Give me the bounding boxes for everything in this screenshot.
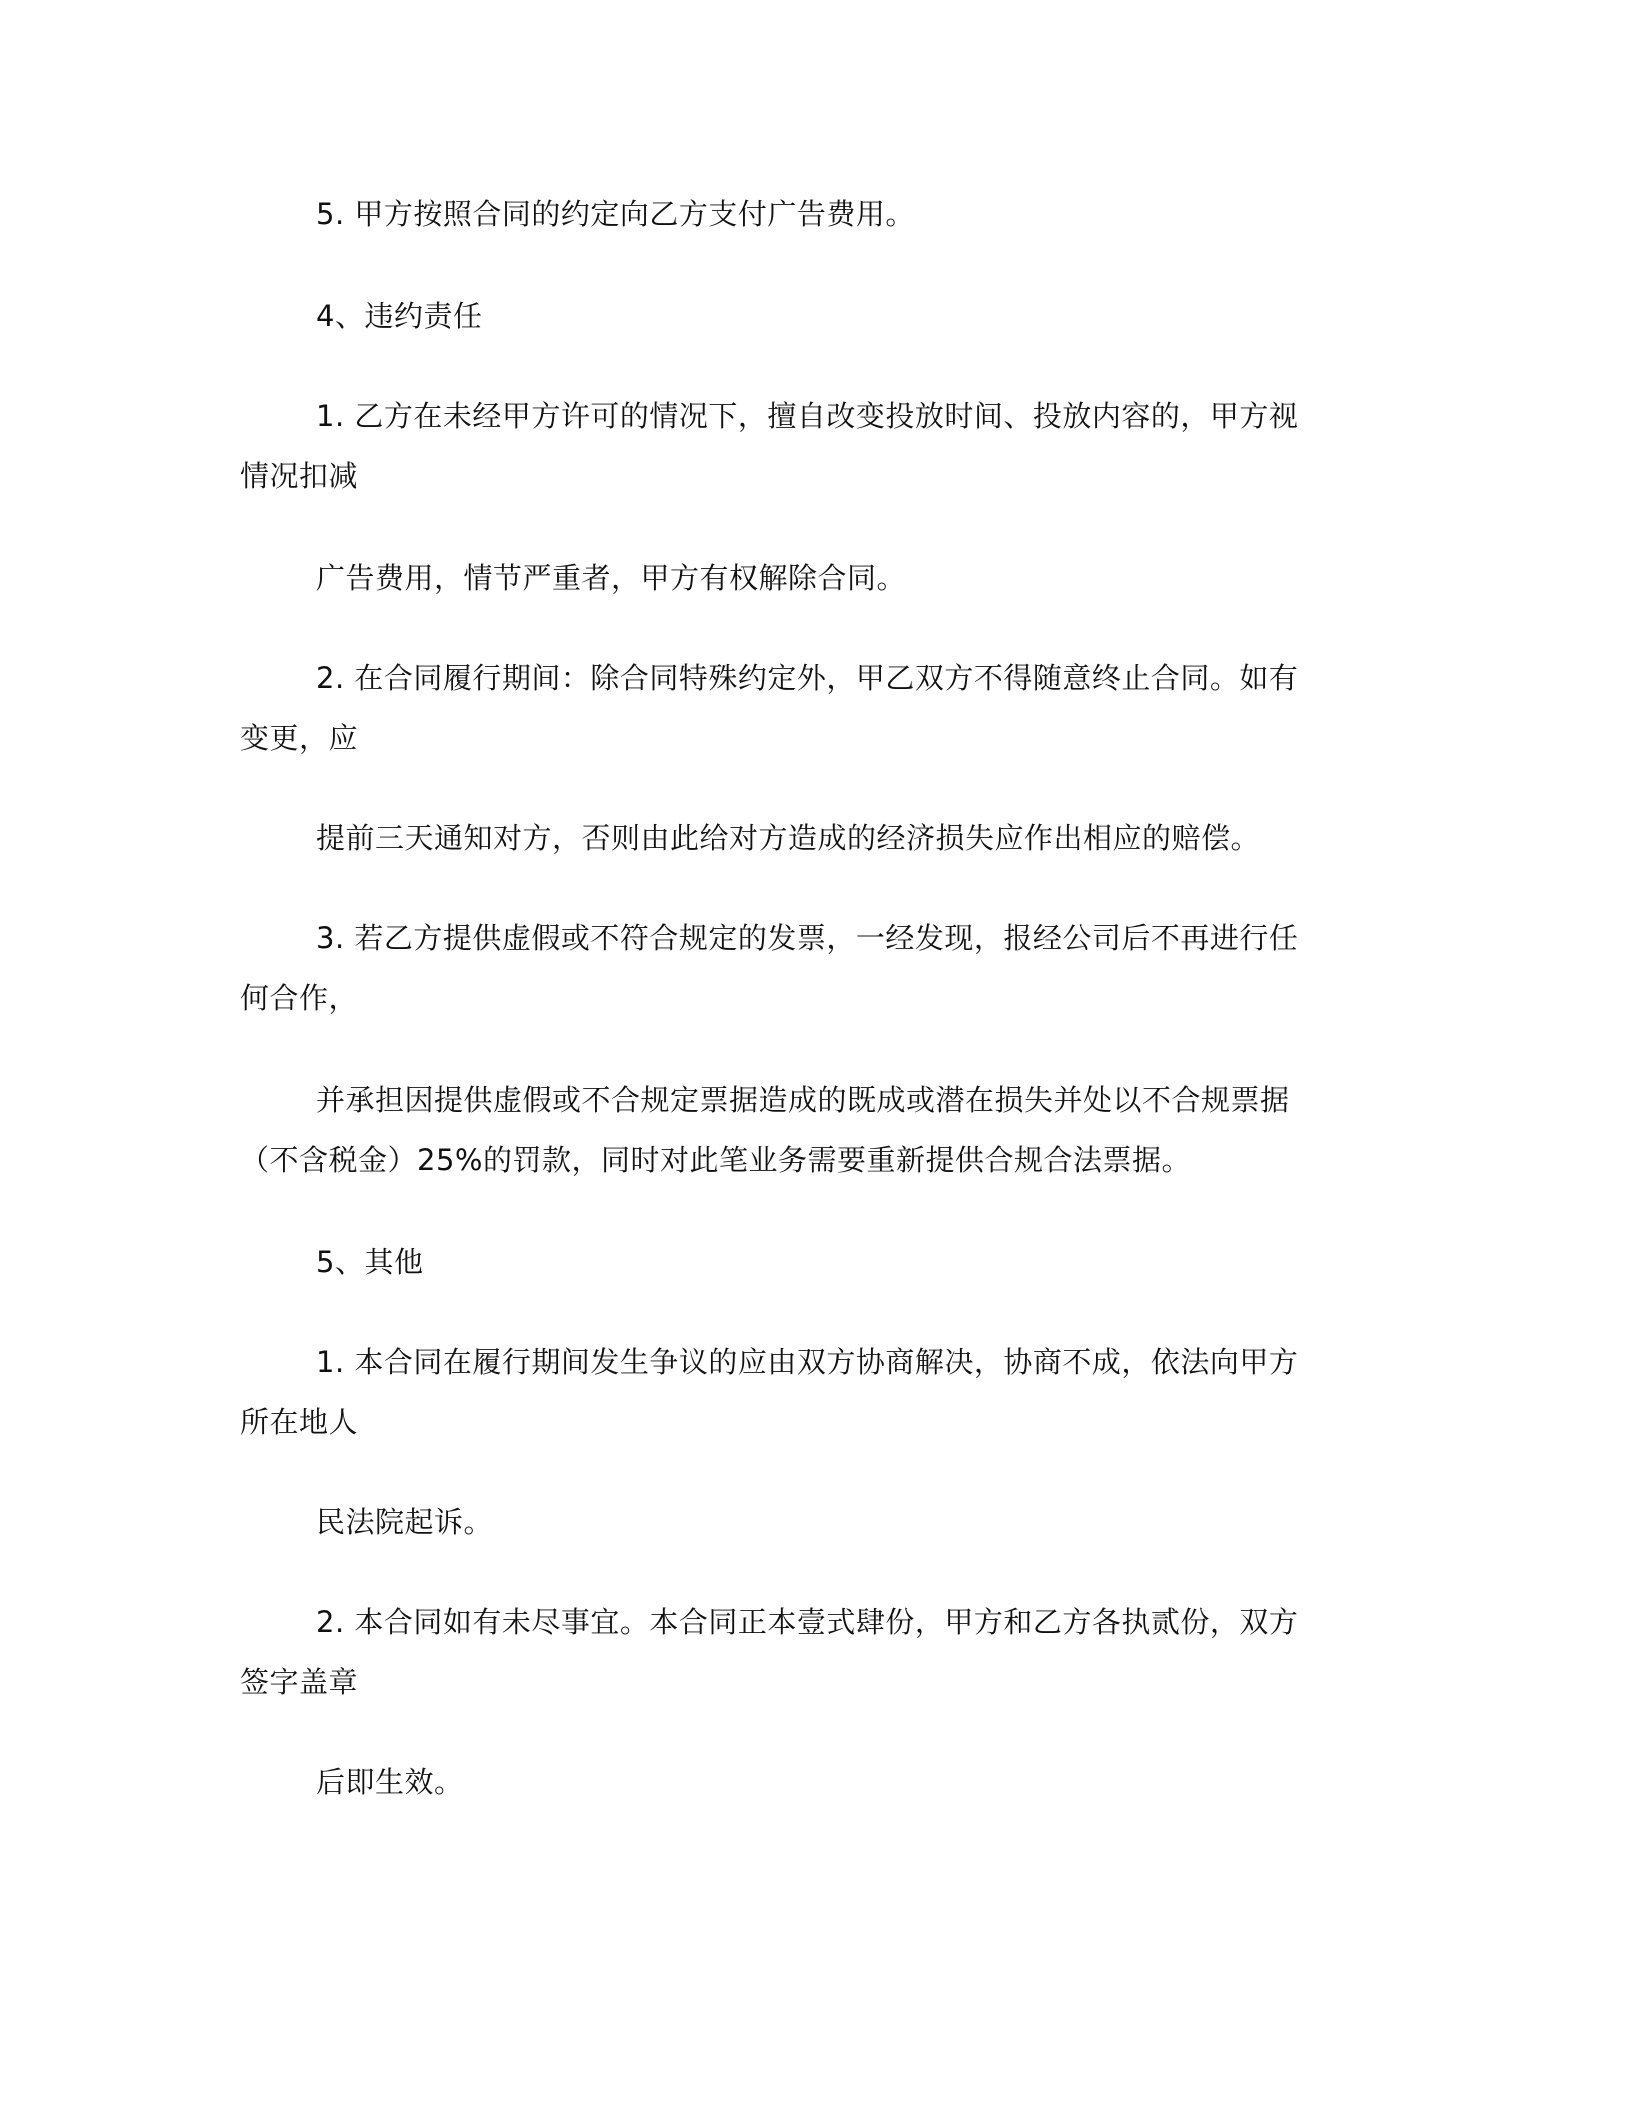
breach-item-2-continuation: 提前三天通知对方，否则由此给对方造成的经济损失应作出相应的赔偿。 [316, 821, 1261, 855]
breach-item-3-continuation-1: 并承担因提供虚假或不合规定票据造成的既成或潜在损失并处以不合规票据 [316, 1083, 1290, 1117]
breach-item-2-line-2: 变更，应 [240, 721, 359, 755]
breach-item-1-line-1: 1. 乙方在未经甲方许可的情况下，擅自改变投放时间、投放内容的，甲方视 [316, 399, 1299, 433]
breach-item-3-line-1: 3. 若乙方提供虚假或不符合规定的发票，一经发现，报经公司后不再进行任 [316, 921, 1299, 955]
other-item-1-continuation: 民法院起诉。 [316, 1505, 494, 1539]
other-item-2-continuation: 后即生效。 [316, 1765, 464, 1799]
section-heading-other: 5、其他 [316, 1245, 424, 1279]
breach-item-2-line-1: 2. 在合同履行期间：除合同特殊约定外，甲乙双方不得随意终止合同。如有 [316, 661, 1299, 695]
other-item-1-line-2: 所在地人 [240, 1405, 359, 1439]
section-heading-breach: 4、违约责任 [316, 299, 483, 333]
other-item-1-line-1: 1. 本合同在履行期间发生争议的应由双方协商解决，协商不成，依法向甲方 [316, 1345, 1299, 1379]
breach-item-1-line-2: 情况扣减 [240, 459, 359, 493]
breach-item-3-line-2: 何合作， [240, 981, 359, 1015]
breach-item-1-continuation: 广告费用，情节严重者，甲方有权解除合同。 [316, 561, 907, 595]
other-item-2-line-2: 签字盖章 [240, 1665, 359, 1699]
breach-item-3-continuation-2: （不含税金）25%的罚款，同时对此笔业务需要重新提供合规合法票据。 [240, 1143, 1191, 1177]
other-item-2-line-1: 2. 本合同如有未尽事宜。本合同正本壹式肆份，甲方和乙方各执贰份，双方 [316, 1605, 1299, 1639]
clause-5-payment: 5. 甲方按照合同的约定向乙方支付广告费用。 [316, 197, 915, 231]
